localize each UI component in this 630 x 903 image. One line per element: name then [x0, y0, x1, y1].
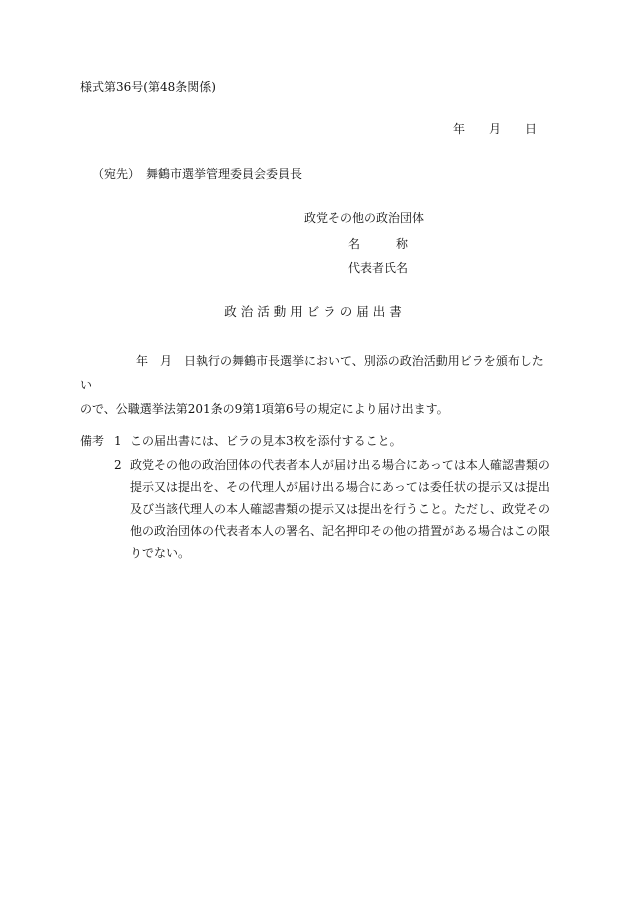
organization-name-label: 名 称 — [348, 237, 409, 251]
note-number: 2 — [114, 458, 122, 472]
date-month-label: 月 — [489, 122, 502, 136]
body-paragraph — [80, 349, 550, 421]
representative-name-label: 代表者氏名 — [348, 261, 409, 275]
date-year-label: 年 — [453, 122, 466, 136]
notes-heading: 備考 — [80, 434, 105, 448]
date-day-label: 日 — [525, 122, 538, 136]
note-item — [80, 454, 550, 564]
body-line-2: ので、公職選挙法第201条の9第1項第6号の規定により届け出ます。 — [80, 402, 449, 416]
note-number: 1 — [114, 434, 122, 448]
notes-section — [80, 430, 550, 564]
note-item — [80, 430, 550, 452]
body-line-1: 年 月 日執行の舞鶴市長選挙において、別添の政治活動用ビラを頒布したい — [80, 354, 544, 392]
note-text: 政党その他の政治団体の代表者本人が届け出る場合にあっては本人確認書類の提示又は提出を、その代理人が届け出る場合にあっては委任状の提示又は提出及び当該代理人の本人確認書類の提示又は提出を行うこと。ただし、政党その他の政治団体の代表者本人の署名、記名押印その他の措置がある場合はこの限りでない。 — [130, 458, 551, 560]
form-number: 様式第36号(第48条関係) — [80, 80, 216, 94]
note-text: この届出書には、ビラの見本3枚を添付すること。 — [130, 434, 402, 448]
organization-heading: 政党その他の政治団体 — [304, 211, 425, 225]
document-title: 政治活動用ビラの届出書 — [224, 304, 406, 319]
addressee: （宛先） 舞鶴市選挙管理委員会委員長 — [92, 167, 303, 181]
